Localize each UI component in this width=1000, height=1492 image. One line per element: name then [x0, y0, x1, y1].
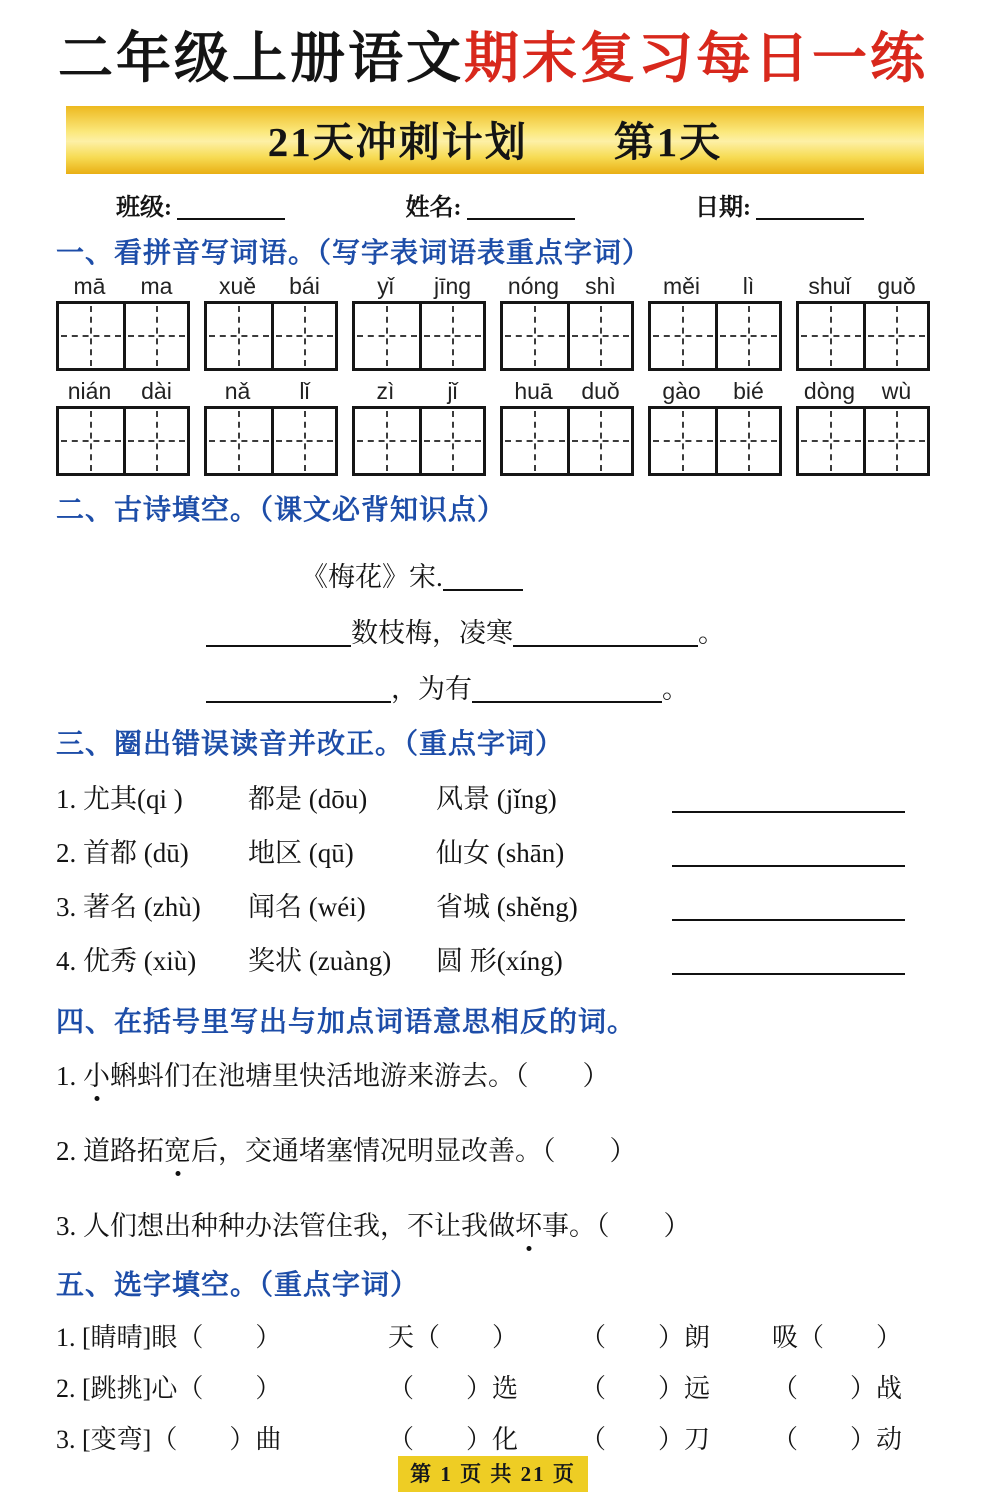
word-with-pinyin: 1. 尤其(qi ) — [56, 784, 183, 814]
grid-dashed-hline — [868, 440, 925, 442]
info-field — [116, 187, 285, 222]
pinyin-word — [56, 378, 190, 405]
grid-dashed-hline — [424, 335, 481, 337]
sentence-text: 1. — [56, 1061, 83, 1091]
grid-dashed-hline — [868, 335, 925, 337]
pinyin-syllable: lì — [742, 273, 755, 299]
choice-slot: 吸（ ） — [771, 1323, 902, 1352]
pinyin-syllable: bái — [289, 273, 320, 299]
pinyin-word — [500, 273, 634, 300]
choice-slots — [388, 1419, 902, 1456]
pinyin-word — [500, 378, 634, 405]
choose-word-row — [56, 1317, 930, 1354]
grid-dashed-hline — [128, 335, 185, 337]
choice-slot: （ ）动 — [771, 1425, 902, 1454]
info-field-label: 班级: — [116, 195, 172, 221]
sentence-text: 3. 人们想出种种办法管住我，不让我做 — [56, 1211, 515, 1241]
page-title — [56, 26, 930, 92]
grid-dashed-hline — [653, 440, 713, 442]
tianzige-cell — [419, 409, 483, 473]
tianzige-cell — [863, 409, 927, 473]
plan-banner — [66, 106, 924, 174]
pronunciation-row — [56, 829, 930, 870]
tianzige-word-box — [204, 406, 338, 476]
choice-slot: （ ）远 — [579, 1374, 710, 1403]
choice-slots — [388, 1317, 902, 1354]
student-info-row — [116, 187, 864, 222]
choice-slot: （ ）选 — [388, 1374, 519, 1403]
emphasized-char: 宽 — [164, 1129, 191, 1168]
pinyin-word — [648, 273, 782, 300]
tianzige-cell — [503, 304, 567, 368]
pinyin-word — [352, 273, 486, 300]
tianzige-word-box — [648, 406, 782, 476]
word-with-pinyin: 风景 (jǐng) — [436, 784, 557, 814]
writing-grid-row — [56, 301, 930, 371]
word-with-pinyin: 都是 (dōu) — [248, 784, 368, 814]
pinyin-syllable: mā — [73, 273, 106, 299]
tianzige-cell — [715, 304, 779, 368]
tianzige-word-box — [56, 301, 190, 371]
tianzige-cell — [503, 409, 567, 473]
antonym-sentence — [56, 1129, 930, 1168]
sentence-text: 2. 道路拓 — [56, 1136, 164, 1166]
grid-dashed-hline — [720, 335, 777, 337]
pinyin-syllable: shì — [585, 273, 616, 299]
tianzige-word-box — [648, 301, 782, 371]
pinyin-syllable: nǎ — [224, 378, 251, 404]
pinyin-label-row — [56, 378, 930, 405]
grid-dashed-hline — [801, 440, 861, 442]
pinyin-syllable: dài — [141, 378, 172, 404]
word-with-pinyin: 3. 著名 (zhù) — [56, 892, 201, 922]
bracket-choice: 1. [睛晴]眼（ ） — [56, 1323, 282, 1352]
pinyin-syllable: xuě — [218, 273, 257, 299]
grid-dashed-hline — [61, 335, 121, 337]
tianzige-word-box — [56, 406, 190, 476]
pinyin-syllable: dòng — [803, 378, 856, 404]
word-with-pinyin: 仙女 (shān) — [436, 838, 565, 868]
tianzige-cell — [651, 409, 715, 473]
tianzige-word-box — [204, 301, 338, 371]
sentence-text: 后，交通堵塞情况明显改善。（ ） — [191, 1136, 637, 1166]
tianzige-cell — [207, 409, 271, 473]
grid-dashed-hline — [357, 440, 417, 442]
tianzige-cell — [123, 409, 187, 473]
tianzige-cell — [355, 304, 419, 368]
grid-dashed-hline — [720, 440, 777, 442]
grid-dashed-hline — [572, 440, 629, 442]
title-topic-part: 期末复习每日一练 — [464, 28, 929, 89]
grid-dashed-hline — [505, 440, 565, 442]
pinyin-syllable: ma — [140, 273, 173, 299]
word-with-pinyin: 地区 (qū) — [248, 838, 354, 868]
tianzige-cell — [59, 409, 123, 473]
tianzige-cell — [715, 409, 779, 473]
tianzige-word-box — [500, 301, 634, 371]
fill-in-blank — [206, 675, 391, 703]
correction-blank — [672, 943, 905, 975]
choice-slot: （ ）朗 — [579, 1323, 710, 1352]
pinyin-syllable: nóng — [507, 273, 560, 299]
tianzige-word-box — [796, 406, 930, 476]
correction-blank — [672, 835, 905, 867]
tianzige-cell — [567, 409, 631, 473]
correction-blank — [672, 781, 905, 813]
page-number-badge: 第 1 页 共 21 页 — [398, 1456, 588, 1492]
pinyin-label-row — [56, 273, 930, 300]
grid-dashed-hline — [61, 440, 121, 442]
tianzige-cell — [419, 304, 483, 368]
poem-line — [301, 555, 930, 594]
fill-in-blank — [206, 619, 351, 647]
emphasized-char: 小 — [83, 1054, 110, 1093]
page-footer — [56, 1456, 930, 1492]
pinyin-syllable: duǒ — [581, 378, 620, 404]
pinyin-word — [56, 273, 190, 300]
poem-text: ，为有 — [391, 674, 472, 704]
word-with-pinyin: 2. 首都 (dū) — [56, 838, 189, 868]
grid-dashed-hline — [653, 335, 713, 337]
pinyin-syllable: jǐ — [447, 378, 458, 404]
word-with-pinyin: 奖状 (zuàng) — [248, 946, 392, 976]
pinyin-writing-block — [56, 271, 930, 476]
bracket-choice: 2. [跳挑]心（ ） — [56, 1374, 282, 1403]
antonym-sentence — [56, 1054, 930, 1093]
grid-dashed-hline — [505, 335, 565, 337]
choose-word-row — [56, 1419, 930, 1456]
grid-dashed-hline — [276, 335, 333, 337]
poem-text: 《梅花》宋. — [301, 562, 443, 592]
section4-heading: 四、在括号里写出与加点词语意思相反的词。 — [56, 1007, 637, 1038]
poem-fill-block — [56, 538, 930, 706]
grid-dashed-hline — [801, 335, 861, 337]
grid-dashed-hline — [357, 335, 417, 337]
pinyin-syllable: huā — [514, 378, 553, 404]
pinyin-word — [648, 378, 782, 405]
pinyin-syllable: zì — [376, 378, 395, 404]
pinyin-syllable: wù — [881, 378, 912, 404]
grid-dashed-hline — [209, 440, 269, 442]
tianzige-cell — [271, 409, 335, 473]
tianzige-cell — [799, 409, 863, 473]
info-field-blank — [756, 196, 864, 220]
sentence-text: 蝌蚪们在池塘里快活地游来游去。（ ） — [110, 1061, 610, 1091]
tianzige-cell — [651, 304, 715, 368]
grid-dashed-hline — [209, 335, 269, 337]
grid-dashed-hline — [276, 440, 333, 442]
tianzige-cell — [271, 304, 335, 368]
pinyin-syllable: guǒ — [877, 273, 916, 299]
pinyin-syllable: shuǐ — [808, 273, 851, 299]
word-with-pinyin: 圆 形(xíng) — [436, 946, 563, 976]
fill-in-blank — [472, 675, 662, 703]
pinyin-syllable: měi — [662, 273, 701, 299]
section2-heading: 二、古诗填空。（课文必背知识点） — [56, 495, 507, 526]
section3-heading: 三、圈出错误读音并改正。（重点字词） — [56, 729, 565, 760]
tianzige-word-box — [500, 406, 634, 476]
choice-slot: 天（ ） — [388, 1323, 519, 1352]
antonym-sentence — [56, 1204, 930, 1243]
grid-dashed-hline — [424, 440, 481, 442]
section1-heading: 一、看拼音写词语。（写字表词语表重点字词） — [56, 238, 652, 269]
poem-text: 数枝梅，凌寒 — [351, 618, 513, 648]
antonym-sentences-block — [56, 1040, 930, 1243]
word-with-pinyin: 闻名 (wéi) — [248, 892, 366, 922]
tianzige-cell — [59, 304, 123, 368]
sentence-text: 事。（ ） — [542, 1211, 691, 1241]
pinyin-syllable: lǐ — [299, 378, 310, 404]
info-field-blank — [177, 196, 285, 220]
pronunciation-row — [56, 775, 930, 816]
pinyin-syllable: gào — [662, 378, 701, 404]
poem-line — [206, 611, 930, 650]
poem-line — [206, 667, 930, 706]
grid-dashed-hline — [128, 440, 185, 442]
tianzige-word-box — [352, 406, 486, 476]
info-field — [695, 187, 864, 222]
writing-grid-row — [56, 406, 930, 476]
pinyin-syllable: yǐ — [377, 273, 394, 299]
choose-word-row — [56, 1368, 930, 1405]
tianzige-cell — [207, 304, 271, 368]
pinyin-word — [796, 273, 930, 300]
pinyin-word — [204, 273, 338, 300]
pronunciation-correction-block — [56, 762, 930, 978]
tianzige-cell — [355, 409, 419, 473]
fill-in-blank — [443, 563, 523, 591]
pinyin-word — [796, 378, 930, 405]
correction-blank — [672, 889, 905, 921]
choice-slot: （ ）刀 — [579, 1425, 710, 1454]
choice-slot: （ ）化 — [388, 1425, 519, 1454]
bracket-choice: 3. [变弯]（ ）曲 — [56, 1425, 282, 1454]
title-grade-part: 二年级上册语文 — [57, 28, 464, 89]
section5-heading: 五、选字填空。（重点字词） — [56, 1270, 420, 1301]
poem-text: 。 — [662, 674, 689, 704]
info-field — [406, 187, 575, 222]
info-field-label: 姓名: — [405, 195, 462, 221]
pinyin-word — [204, 378, 338, 405]
grid-dashed-hline — [572, 335, 629, 337]
tianzige-cell — [799, 304, 863, 368]
word-with-pinyin: 省城 (shěng) — [436, 892, 578, 922]
tianzige-cell — [567, 304, 631, 368]
tianzige-word-box — [352, 301, 486, 371]
banner-text: 21天冲刺计划 第1天 — [267, 119, 723, 165]
info-field-label: 日期: — [695, 195, 751, 221]
pinyin-syllable: nián — [67, 378, 112, 404]
choice-slots — [388, 1368, 902, 1405]
pronunciation-row — [56, 883, 930, 924]
pinyin-word — [352, 378, 486, 405]
fill-in-blank — [513, 619, 698, 647]
pinyin-syllable: jīng — [433, 273, 472, 299]
tianzige-cell — [123, 304, 187, 368]
choice-slot: （ ）战 — [771, 1374, 902, 1403]
word-with-pinyin: 4. 优秀 (xiù) — [56, 946, 197, 976]
tianzige-cell — [863, 304, 927, 368]
choose-word-block — [56, 1303, 930, 1456]
tianzige-word-box — [796, 301, 930, 371]
poem-text: 。 — [698, 618, 725, 648]
pinyin-syllable: bié — [733, 378, 764, 404]
emphasized-char: 坏 — [515, 1204, 542, 1243]
info-field-blank — [467, 196, 575, 220]
pronunciation-row — [56, 937, 930, 978]
